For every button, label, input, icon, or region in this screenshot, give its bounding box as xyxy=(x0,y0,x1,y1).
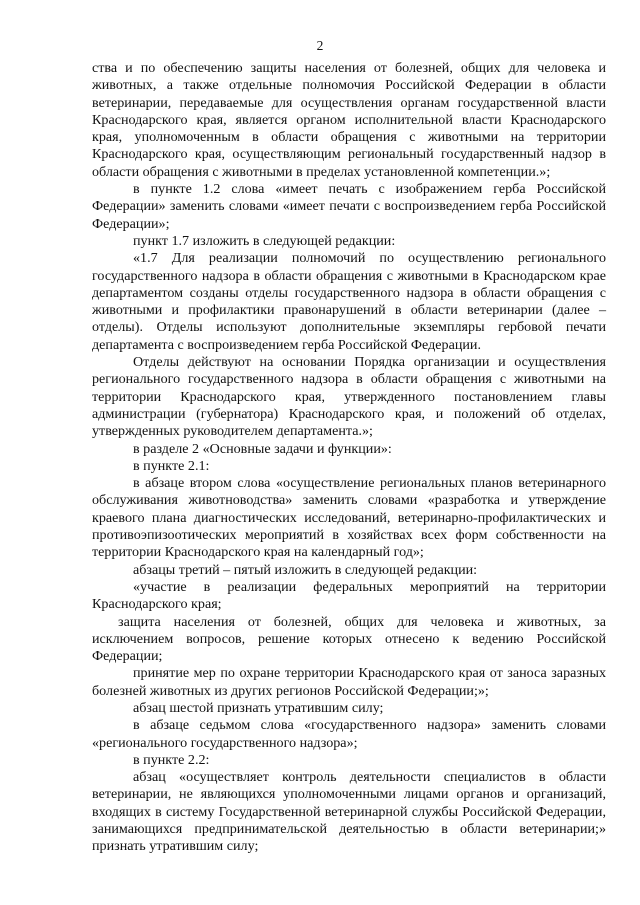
paragraph: в пункте 2.1: xyxy=(133,457,210,474)
paragraph: пункт 1.7 изложить в следующей редакции: xyxy=(133,232,396,249)
paragraph: в абзаце седьмом слова «государственного надзора» заменить словами «регионального государственного надзора»; xyxy=(92,717,606,751)
paragraph: Отделы действуют на основании Порядка организации и осуществления регионального государственного надзора в области обращения с животными на территории Краснодарского края, утвержденного постановлением главы администрации (губернатора) Краснодарского края, и положений об отделах, утвержденных руководителем департамента.»; xyxy=(92,354,606,440)
paragraph: ства и по обеспечению защиты населения от болезней, общих для человека и животных, а также отдельные полномочия Российской Федерации в области ветеринарии, передаваемые для осуществления органам государственной власти Краснодарского края, является органом исполнительной власти Краснодарского края, уполномоченным в области обращения с животными на территории Краснодарского края, осуществляющим региональный государственный надзор в области обращения с животными в пределах установленной компетенции.»; xyxy=(92,60,606,180)
paragraph: «участие в реализации федеральных мероприятий на территории Краснодарского края; xyxy=(92,578,606,613)
page-number: 2 xyxy=(316,38,324,53)
paragraph: абзац «осуществляет контроль деятельности специалистов в области ветеринарии, не являющихся уполномоченными лицами органов и организаций, входящих в систему Государственной ветеринарной службы Российской Федерации, занимающихся предпринимательской деятельностью в области ветеринарии;» признать утратившим силу; xyxy=(92,769,606,855)
paragraph: абзац шестой признать утратившим силу; xyxy=(133,699,384,716)
paragraph: защита населения от болезней, общих для человека и животных, за исключением вопросов, решение которых отнесено к ведению Российской Федерации; xyxy=(92,613,606,665)
document-body xyxy=(92,60,606,856)
paragraph: принятие мер по охране территории Краснодарского края от заноса заразных болезней животных из других регионов Российской Федерации;»; xyxy=(92,665,606,699)
paragraph: «1.7 Для реализации полномочий по осуществлению регионального государственного надзора в области обращения с животными в Краснодарском крае департаментом созданы отделы государственного надзора в области обращения с животными и профилактики правонарушений в области ветеринарии (далее – отделы). Отделы используют дополнительные экземпляры гербовой печати департамента с воспроизведением герба Российской Федерации. xyxy=(92,250,606,353)
paragraph: в пункте 1.2 слова «имеет печать с изображением герба Российской Федерации» заменить словами «имеет печати с воспроизведением герба Российской Федерации»; xyxy=(92,181,606,232)
paragraph: в разделе 2 «Основные задачи и функции»: xyxy=(133,440,392,457)
paragraph: в абзаце втором слова «осуществление региональных планов ветеринарного обслуживания животноводства» заменить словами «разработка и утверждение краевого плана диагностических исследований, ветеринарно-профилактических и противоэпизоотических мероприятий в хозяйствах всех форм собственности на территории Краснодарского края на календарный год»; xyxy=(92,475,606,561)
paragraph: в пункте 2.2: xyxy=(133,751,210,768)
paragraph: абзацы третий – пятый изложить в следующей редакции: xyxy=(133,561,478,578)
